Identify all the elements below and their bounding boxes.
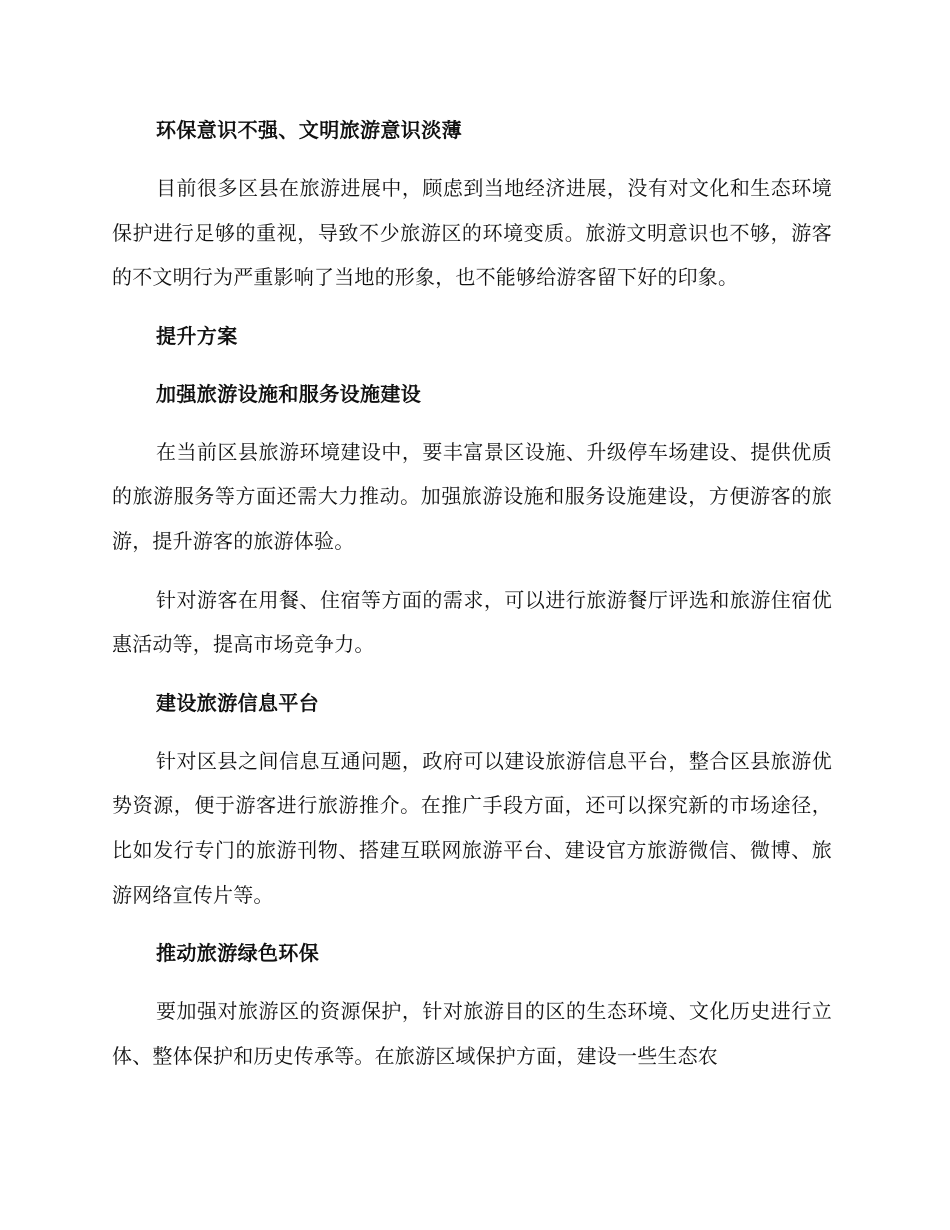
subheading-facilities-construction: 加强旅游设施和服务设施建设	[156, 381, 422, 406]
subheading-information-platform: 建设旅游信息平台	[156, 690, 320, 715]
paragraph-information-platform: 针对区县之间信息互通问题，政府可以建设旅游信息平台，整合区县旅游优势资源，便于游客进行旅游推介。在推广手段方面，还可以探究新的市场途径，比如发行专门的旅游刊物、搭建互联网旅游平台、建设官方旅游微信、微博、旅游网络宣传片等。	[112, 748, 832, 907]
section-heading-improvement-plan: 提升方案	[156, 323, 238, 348]
subheading-green-tourism: 推动旅游绿色环保	[156, 941, 320, 966]
paragraph-facilities-construction: 在当前区县旅游环境建设中，要丰富景区设施、升级停车场建设、提供优质的旅游服务等方面还需大力推动。加强旅游设施和服务设施建设，方便游客的旅游，提升游客的旅游体验。	[112, 439, 832, 553]
paragraph-dining-accommodation: 针对游客在用餐、住宿等方面的需求，可以进行旅游餐厅评选和旅游住宿优惠活动等，提高市场竞争力。	[112, 587, 832, 657]
document-body	[112, 108, 832, 1092]
paragraph-green-tourism: 要加强对旅游区的资源保护，针对旅游目的区的生态环境、文化历史进行立体、整体保护和历史传承等。在旅游区域保护方面，建设一些生态农	[112, 999, 832, 1068]
paragraph-environmental-awareness: 目前很多区县在旅游进展中，顾虑到当地经济进展，没有对文化和生态环境保护进行足够的重视，导致不少旅游区的环境变质。旅游文明意识也不够，游客的不文明行为严重影响了当地的形象，也不能够给游客留下好的印象。	[112, 176, 832, 290]
section-heading-environmental-awareness: 环保意识不强、文明旅游意识淡薄	[156, 118, 462, 142]
